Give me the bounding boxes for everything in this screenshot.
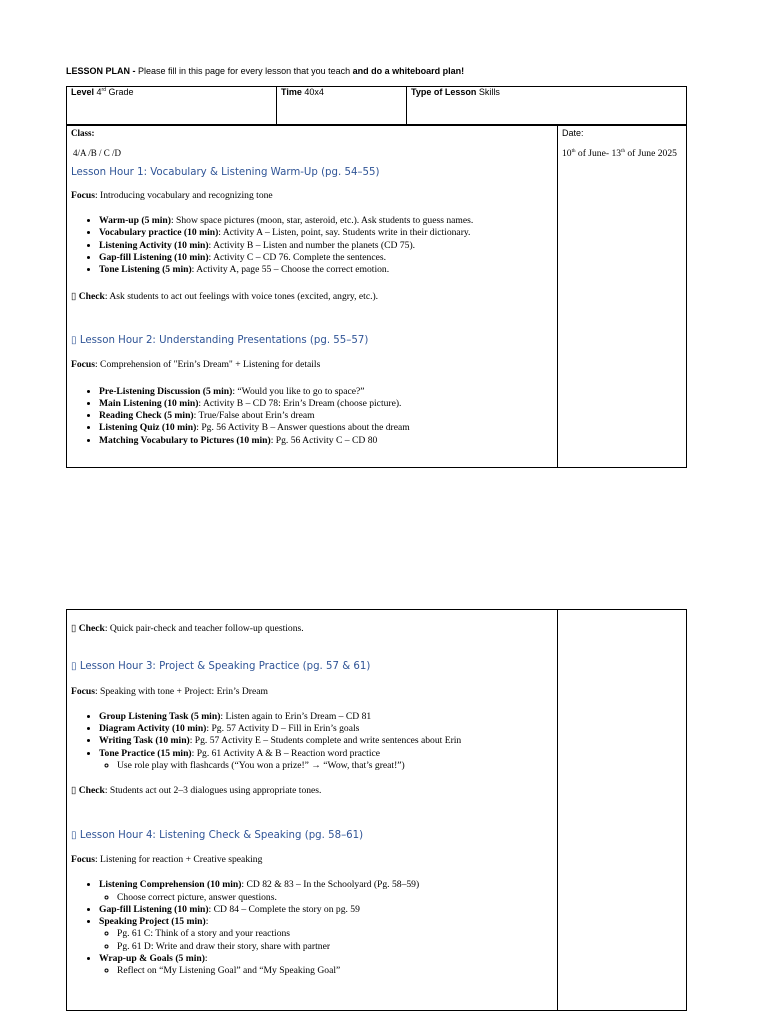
focus-line <box>71 190 553 202</box>
sub-list-item: ◦ Reflect on “My Listening Goal” and “My Speaking Goal” <box>117 965 553 977</box>
column-divider <box>557 610 558 1010</box>
item-text: : CD 82 & 83 – In the Schoolyard (Pg. 58–59) <box>241 879 420 891</box>
level-sup: rd <box>101 87 106 93</box>
list-item <box>99 748 553 773</box>
lesson-hour-1-title: Lesson Hour 1: Vocabulary & Listening Warm-Up (pg. 54–55) <box>71 166 380 178</box>
sub-list-item: ◦ Pg. 61 D: Write and draw their story, share with partner <box>117 941 553 953</box>
item-bold: Vocabulary practice (10 min) <box>99 227 219 239</box>
list-item <box>99 953 553 978</box>
type-value: Skills <box>478 87 500 97</box>
title-middle: Please fill in this page for every lesson that you teach <box>138 66 353 76</box>
item-bold: Listening Activity (10 min) <box>99 239 209 251</box>
item-text: : CD 84 – Complete the story on pg. 59 <box>208 903 360 915</box>
hour-icon: ▯ <box>71 829 77 841</box>
focus-text: : Listening for reaction + Creative speaking <box>94 853 263 865</box>
title-end: and do a whiteboard plan! <box>352 66 465 76</box>
page-title <box>66 66 464 76</box>
list-item <box>99 386 553 398</box>
item-text: : True/False about Erin’s dream <box>193 410 315 422</box>
list-item <box>99 410 553 422</box>
title-bold: LESSON PLAN - <box>66 66 139 76</box>
focus-text: : Introducing vocabulary and recognizing tone <box>94 189 273 201</box>
list-item <box>99 398 553 410</box>
item-text: : Activity B – Listen and number the planets (CD 75). <box>208 239 416 251</box>
lesson-box-1 <box>66 124 687 468</box>
focus-line <box>71 854 553 866</box>
focus-label: Focus <box>71 685 95 697</box>
item-text: : Activity A, page 55 – Choose the correct emotion. <box>191 264 390 276</box>
item-text: : “Would you like to go to space?” <box>232 385 365 397</box>
date-end-rest: of June 2025 <box>627 148 677 160</box>
item-text: : Show space pictures (moon, star, asteroid, etc.). Ask students to guess names. <box>170 215 474 227</box>
level-cell <box>67 87 277 126</box>
item-bold: Gap-fill Listening (10 min) <box>99 903 209 915</box>
class-label: Class: <box>71 128 95 138</box>
list-item <box>99 879 553 904</box>
list-item <box>99 904 553 916</box>
item-text: : Activity C – CD 76. Complete the sentences. <box>208 252 387 264</box>
item-text: : <box>204 953 208 965</box>
list-item <box>99 711 553 723</box>
list-item <box>99 735 553 747</box>
time-cell <box>277 87 407 126</box>
level-suffix: Grade <box>108 87 134 97</box>
item-bold: Group Listening Task (5 min) <box>99 710 221 722</box>
class-groups: 4/A /B / C /D <box>73 148 122 159</box>
sub-list <box>99 760 553 772</box>
hour-title-text: Lesson Hour 2: Understanding Presentations (pg. 55–57) <box>79 334 369 346</box>
item-bold: Listening Comprehension (10 min) <box>99 879 242 891</box>
item-text: : Listen again to Erin’s Dream – CD 81 <box>220 710 372 722</box>
list-item <box>99 435 553 447</box>
sub-list <box>99 965 553 977</box>
level-label: Level <box>71 87 95 97</box>
header-table <box>66 86 687 126</box>
check-line <box>71 623 553 635</box>
item-bold: Writing Task (10 min) <box>99 735 190 747</box>
date-label: Date: <box>562 128 584 138</box>
list-item <box>99 252 553 264</box>
lesson-hour-3-title <box>71 661 553 673</box>
lesson-content-1 <box>71 127 553 447</box>
check-label: Check <box>78 785 105 797</box>
list-item <box>99 916 553 953</box>
item-bold: Pre-Listening Discussion (5 min) <box>99 385 233 397</box>
date-start-rest: of June- 13 <box>577 148 622 160</box>
activity-list <box>71 879 553 977</box>
date-column <box>562 127 684 161</box>
check-text: : Quick pair-check and teacher follow-up questions. <box>104 623 304 634</box>
lesson-box-2 <box>66 609 687 1011</box>
list-item <box>99 422 553 434</box>
hour-title-text: Lesson Hour 4: Listening Check & Speaking (pg. 58–61) <box>79 829 364 841</box>
activity-list <box>71 386 553 447</box>
list-item <box>99 227 553 239</box>
check-text: : Ask students to act out feelings with voice tones (excited, angry, etc.). <box>104 290 379 302</box>
item-bold: Matching Vocabulary to Pictures (10 min) <box>99 434 271 446</box>
lesson-hour-4-title <box>71 830 553 842</box>
focus-text: : Comprehension of "Erin’s Dream" + Listening for details <box>94 359 321 371</box>
type-label: Type of Lesson <box>411 87 477 97</box>
check-box-icon: ▯ <box>71 290 77 302</box>
list-item <box>99 723 553 735</box>
item-text: : Pg. 56 Activity C – CD 80 <box>270 434 378 446</box>
date-start-sup: th <box>571 149 576 155</box>
focus-label: Focus <box>71 189 95 201</box>
item-text: : Activity A – Listen, point, say. Students write in their dictionary. <box>218 227 471 239</box>
item-bold: Tone Practice (15 min) <box>99 747 192 759</box>
focus-line <box>71 359 553 371</box>
column-divider <box>557 125 558 467</box>
list-item <box>99 264 553 276</box>
level-number: 4 <box>96 87 102 97</box>
item-text: : Activity B – CD 78: Erin’s Dream (choose picture). <box>198 397 402 409</box>
item-bold: Tone Listening (5 min) <box>99 264 192 276</box>
item-text: : Pg. 61 Activity A & B – Reaction word practice <box>191 747 381 759</box>
item-text: : Pg. 57 Activity E – Students complete and write sentences about Erin <box>189 735 462 747</box>
check-label: Check <box>78 290 105 302</box>
item-text: : Pg. 57 Activity D – Fill in Erin’s goals <box>206 723 360 735</box>
focus-label: Focus <box>71 359 95 371</box>
list-item <box>99 215 553 227</box>
item-bold: Main Listening (10 min) <box>99 397 199 409</box>
list-item <box>99 240 553 252</box>
item-bold: Speaking Project (15 min) <box>99 916 206 928</box>
sub-list <box>99 892 553 904</box>
activity-list <box>71 215 553 276</box>
focus-line <box>71 686 553 698</box>
lesson-hour-2-title <box>71 335 553 347</box>
check-line <box>71 291 553 303</box>
item-bold: Reading Check (5 min) <box>99 410 194 422</box>
check-line <box>71 785 553 797</box>
sub-list-item: ◦ Pg. 61 C: Think of a story and your reactions <box>117 928 553 940</box>
time-value: 40x4 <box>304 87 324 97</box>
item-bold: Wrap-up & Goals (5 min) <box>99 953 205 965</box>
check-label: Check <box>78 623 105 634</box>
item-text: : Pg. 56 Activity B – Answer questions about the dream <box>196 422 410 434</box>
item-bold: Diagram Activity (10 min) <box>99 723 207 735</box>
sub-list <box>99 928 553 953</box>
focus-label: Focus <box>71 853 95 865</box>
lesson-content-2 <box>71 623 553 978</box>
time-label: Time <box>281 87 302 97</box>
date-end-sup: th <box>621 149 625 155</box>
focus-text: : Speaking with tone + Project: Erin’s Dream <box>94 685 268 697</box>
check-text: : Students act out 2–3 dialogues using appropriate tones. <box>104 785 322 797</box>
item-text: : <box>205 916 209 928</box>
date-start-num: 10 <box>562 148 572 160</box>
type-cell <box>407 87 687 126</box>
hour-icon: ▯ <box>71 661 77 673</box>
date-range <box>562 148 684 160</box>
item-bold: Warm-up (5 min) <box>99 215 171 227</box>
activity-list <box>71 711 553 772</box>
sub-list-item: ◦ Choose correct picture, answer questions. <box>117 892 553 904</box>
item-bold: Listening Quiz (10 min) <box>99 422 197 434</box>
hour-title-text: Lesson Hour 3: Project & Speaking Practice (pg. 57 & 61) <box>79 661 371 673</box>
sub-list-item: ◦ Use role play with flashcards (“You won a prize!” → “Wow, that’s great!”) <box>117 760 553 772</box>
check-box-icon: ▯ <box>71 623 77 634</box>
item-bold: Gap-fill Listening (10 min) <box>99 252 209 264</box>
hour-icon: ▯ <box>71 334 77 346</box>
check-box-icon: ▯ <box>71 785 77 797</box>
